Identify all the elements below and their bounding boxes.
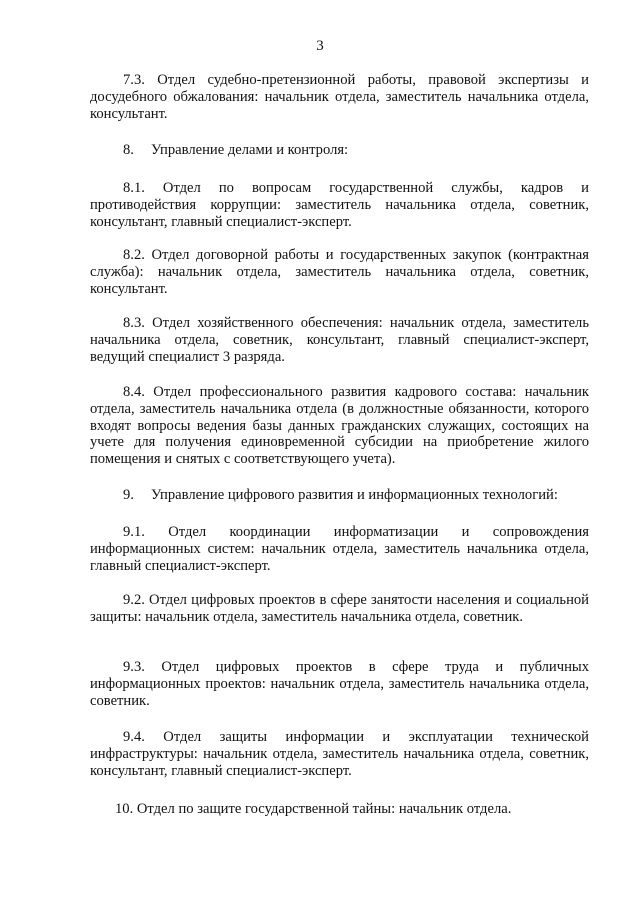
paragraph-7-3: 7.3. Отдел судебно-претензионной работы, правовой экспертизы и досудебного обжалования: начальник отдела, заместитель начальника отдела, консультант. bbox=[90, 72, 589, 122]
paragraph-8-1: 8.1. Отдел по вопросам государственной службы, кадров и противодействия коррупции: заместитель начальника отдела, советник, консультант, главный специалист-эксперт. bbox=[90, 180, 589, 230]
paragraph-9-1: 9.1. Отдел координации информатизации и сопровождения информационных систем: начальник отдела, заместитель начальника отдела, главный специалист-эксперт. bbox=[90, 524, 589, 574]
paragraph-8-2: 8.2. Отдел договорной работы и государственных закупок (контрактная служба): начальник отдела, заместитель начальника отдела, советник, консультант. bbox=[90, 247, 589, 297]
page-number: 3 bbox=[316, 38, 324, 54]
heading-number: 8. bbox=[123, 142, 134, 158]
paragraph-9-3: 9.3. Отдел цифровых проектов в сфере труда и публичных информационных проектов: начальник отдела, заместитель начальника отдела, советник. bbox=[90, 659, 589, 709]
paragraph-8-3: 8.3. Отдел хозяйственного обеспечения: начальник отдела, заместитель начальника отдела, советник, консультант, главный специалист-эксперт, ведущий специалист 3 разряда. bbox=[90, 315, 589, 365]
paragraph-9-2: 9.2. Отдел цифровых проектов в сфере занятости населения и социальной защиты: начальник отдела, заместитель начальника отдела, советник. bbox=[90, 592, 589, 625]
paragraph-10: 10. Отдел по защите государственной тайны: начальник отдела. bbox=[115, 801, 512, 817]
heading-section-9 bbox=[123, 487, 558, 504]
heading-number: 9. bbox=[123, 487, 134, 503]
paragraph-8-4: 8.4. Отдел профессионального развития кадрового состава: начальник отдела, заместитель начальника отдела (в должностные обязанности, которого входят вопросы ведения базы данных гражданских служащих, состоящих на учете для получения единовременной субсидии на приобретение жилого помещения и снятых с соответствующего учета). bbox=[90, 384, 589, 468]
heading-text: Управление делами и контроля: bbox=[151, 142, 349, 158]
heading-text: Управление цифрового развития и информационных технологий: bbox=[151, 487, 558, 503]
heading-section-8 bbox=[123, 142, 348, 159]
paragraph-9-4: 9.4. Отдел защиты информации и эксплуатации технической инфраструктуры: начальник отдела, заместитель начальника отдела, советник, консультант, главный специалист-эксперт. bbox=[90, 729, 589, 779]
